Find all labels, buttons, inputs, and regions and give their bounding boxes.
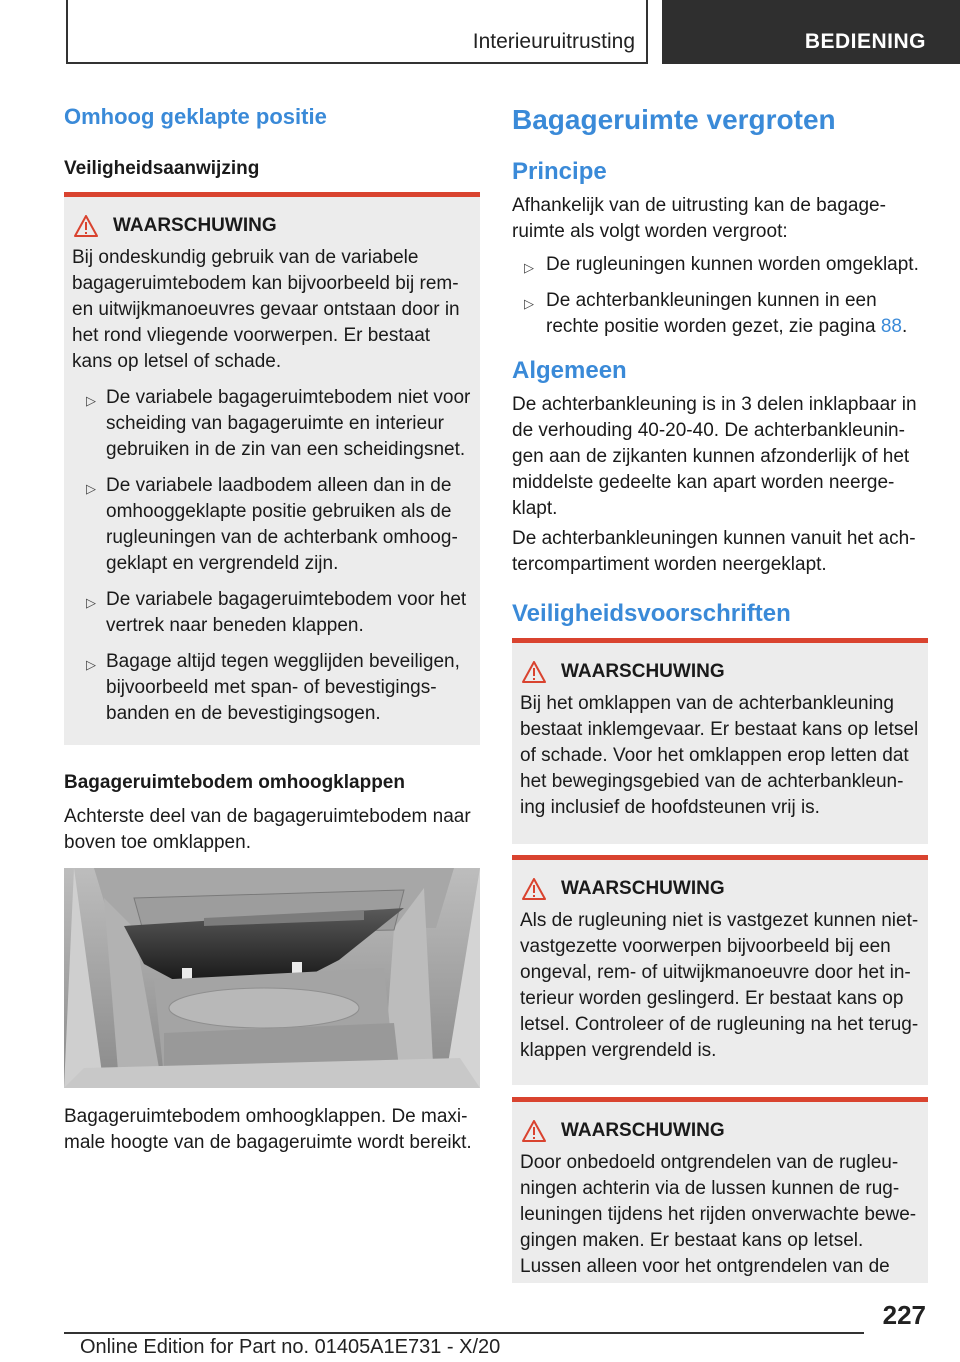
- list-item: ▷ De variabele bagageruimtebodem niet voor scheiding van bagageruimte en interieur gebruiken in de zin van een scheidingsnet.: [86, 387, 471, 460]
- safety-label: Veiligheidsaanwijzing: [64, 158, 260, 179]
- subheading-fold-up: Bagageruimtebodem omhoogklappen: [64, 772, 405, 793]
- warning-title: WAARSCHUWING: [113, 215, 277, 236]
- warning-heading: [520, 661, 920, 683]
- warning-box-right-3: [512, 1097, 928, 1283]
- trunk-photo: [64, 868, 480, 1088]
- warning-box-right-2: [512, 855, 928, 1085]
- warning-text: Door onbedoeld ontgrendelen van de rugleuningen achterin via de lussen kunnen de rugleuningen tijdens het rijden onverwachte bewegingen maken. Er bestaat kans op letsel. Lussen alleen voor het ontgrendelen van de: [520, 1152, 917, 1277]
- paragraph-fold-up: Achterste deel van de bagageruimtebodem naar boven toe omklappen.: [64, 806, 471, 853]
- right-section-title: Bagageruimte vergroten: [512, 104, 836, 135]
- header-chapter-label: BEDIENING: [804, 30, 926, 53]
- triangle-bullet-icon: ▷: [524, 296, 534, 311]
- list-item: ▷ Bagage altijd tegen wegglijden beveiligen, bijvoorbeeld met span- of bevestigingsbanden en de bevestigingsogen.: [86, 651, 460, 724]
- left-section-title: Omhoog geklapte positie: [64, 104, 327, 129]
- principle-text: Afhankelijk van de uitrusting kan de bagageruimte als volgt worden vergroot:: [512, 195, 886, 242]
- header-rule-right: [646, 0, 648, 64]
- warning-box-left: [64, 192, 480, 745]
- page-header: [0, 0, 960, 64]
- triangle-bullet-icon: ▷: [86, 393, 96, 408]
- list-item: ▷ De achterbankleuningen kunnen in een rechte positie worden gezet, zie pagina 88.: [524, 290, 908, 337]
- triangle-bullet-icon: ▷: [86, 481, 96, 496]
- triangle-bullet-icon: ▷: [86, 595, 96, 610]
- principle-list: [512, 242, 928, 340]
- page-reference-link[interactable]: 88: [880, 316, 902, 337]
- triangle-bullet-icon: ▷: [86, 657, 96, 672]
- warning-list: [72, 385, 472, 727]
- list-item: ▷ De rugleuningen kunnen worden omgeklapt.: [512, 252, 928, 278]
- general-paragraph-2: De achterbankleuningen kunnen vanuit het achtercompartiment worden neergeklapt.: [512, 528, 916, 575]
- warning-triangle-icon: [522, 878, 546, 900]
- warning-title: WAARSCHUWING: [561, 661, 725, 682]
- principle-heading: Principe: [512, 158, 607, 185]
- warning-text: Bij ondeskundig gebruik van de variabele bagageruimtebodem kan bijvoorbeeld bij rem- en uitwijkmanoeuvres gevaar ontstaan door in het rond vliegende voorwerpen. Er bestaat kans op letsel of schade.: [72, 247, 460, 372]
- warning-text: Bij het omklappen van de achterbankleuning bestaat inklemgevaar. Er bestaat kans op letsel of schade. Voor het omklappen erop letten dat het bewegingsgebied van de achterbankleuning inclusief de hoofdsteunen vrij is.: [520, 693, 919, 818]
- list-item: ▷ De variabele bagageruimtebodem voor het vertrek naar beneden klappen.: [86, 589, 467, 636]
- warning-box-right-1: [512, 638, 928, 844]
- warning-triangle-icon: [74, 215, 98, 237]
- header-chapter-tab[interactable]: [662, 0, 960, 64]
- list-item: ▷ De variabele laadbodem alleen dan in de omhooggeklapte positie gebruiken als de rugleuningen van de achterbank omhooggeklapt en vergrendeld zijn.: [86, 475, 458, 574]
- photo-caption: Bagageruimtebodem omhoogklappen. De maximale hoogte van de bagageruimte wordt bereikt.: [64, 1106, 472, 1153]
- header-rule-bottom: [66, 62, 648, 64]
- footer-edition: Online Edition for Part no. 01405A1E731 - X/20: [80, 1336, 501, 1358]
- header-section-title: Interieuruitrusting: [472, 30, 635, 53]
- triangle-bullet-icon: ▷: [524, 260, 534, 275]
- warning-triangle-icon: [522, 1120, 546, 1142]
- warning-heading: [520, 878, 920, 900]
- general-heading: Algemeen: [512, 357, 627, 384]
- warning-title: WAARSCHUWING: [561, 1120, 725, 1141]
- warning-heading: [520, 1120, 920, 1142]
- warning-triangle-icon: [522, 661, 546, 683]
- safety-regulations-heading: Veiligheidsvoorschriften: [512, 600, 791, 627]
- warning-text: Als de rugleuning niet is vastgezet kunnen niet-vastgezette voorwerpen bijvoorbeeld bij een ongeval, rem- of uitwijkmanoeuvre door het interieur worden geslingerd. Er bestaat kans op letsel. Controleer of de rugleuning na het terugklappen vergrendeld is.: [520, 910, 919, 1061]
- header-rule-left: [66, 0, 68, 64]
- warning-heading: [72, 215, 472, 237]
- warning-title: WAARSCHUWING: [561, 878, 725, 899]
- general-paragraph-1: De achterbankleuning is in 3 delen inklapbaar in de verhouding 40-20-40. De achterbankleuningen aan de zijkanten kunnen afzonderlijk of het middelste gedeelte kan apart worden neergeklapt.: [512, 394, 917, 519]
- page-number: 227: [882, 1300, 926, 1330]
- footer-rule: [64, 1332, 864, 1334]
